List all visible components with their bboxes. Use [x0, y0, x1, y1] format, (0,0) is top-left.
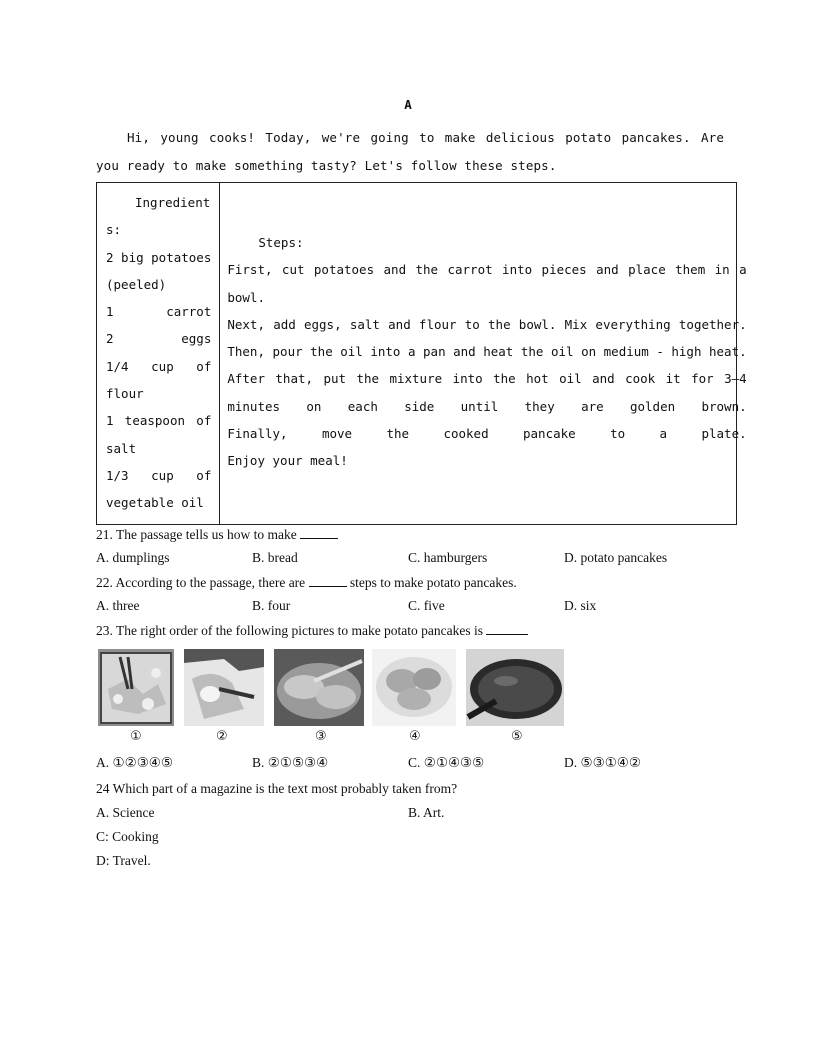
ingredients-line: vegetable oil [106, 495, 204, 511]
step-line: Next, add eggs, salt and flour to the bowl. Mix everything together. [227, 316, 747, 332]
answer-blank [486, 622, 528, 635]
ingredients-cell [97, 183, 220, 524]
question-23-text: 23. The right order of the following pictures to make potato pancakes is [96, 623, 484, 638]
cooking-photo-5 [466, 649, 564, 726]
ingredients-line: 1 teaspoon of [106, 413, 212, 429]
step-line: Finally, move the cooked pancake to a plate. [227, 426, 747, 442]
step-line: After that, put the mixture into the hot oil and cook it for 3—4 [227, 371, 747, 387]
intro-paragraph: Hi, young cooks! Today, we're going to make delicious potato pancakes. Are you ready to make something tasty? Let's follow these steps. [96, 130, 724, 173]
step-line: minutes on each side until they are golden brown. [227, 398, 747, 414]
section-heading: A [404, 97, 412, 112]
q23-option-a: A. ①②③④⑤ [96, 755, 174, 770]
q22-option-d: D. six [564, 598, 597, 613]
answer-blank [309, 574, 347, 587]
q23-option-d: D. ⑤③①④② [564, 755, 642, 770]
picture-label-1: ① [130, 729, 142, 744]
q21-option-b: B. bread [252, 550, 298, 565]
ingredients-line: salt [106, 440, 137, 456]
ingredients-line: 2 big potatoes [106, 249, 212, 265]
question-21 [96, 526, 338, 543]
ingredients-line: 1 carrot [106, 304, 212, 320]
q21-option-a: A. dumplings [96, 550, 170, 565]
q21-option-d: D. potato pancakes [564, 550, 668, 565]
picture-label-2: ② [216, 729, 228, 744]
q22-option-c: C. five [408, 598, 445, 613]
cooking-photo-4 [372, 649, 456, 726]
q21-option-c: C. hamburgers [408, 550, 488, 565]
question-22 [96, 574, 517, 591]
ingredients-line: s: [106, 222, 122, 238]
ingredients-line: 2 eggs [106, 331, 212, 347]
step-line: Enjoy your meal! [227, 453, 348, 469]
q24-option-c: C: Cooking [96, 829, 159, 844]
cooking-photo-2 [184, 649, 264, 726]
q23-option-b: B. ②①⑤③④ [252, 755, 329, 770]
recipe-table [96, 182, 747, 525]
q24-option-b: B. Art. [408, 805, 445, 820]
step-line: Then, pour the oil into a pan and heat the oil on medium - high heat. [227, 344, 747, 360]
question-23 [96, 622, 528, 639]
question-24: 24 Which part of a magazine is the text most probably taken from? [96, 781, 458, 796]
step-line: First, cut potatoes and the carrot into pieces and place them in a [227, 262, 747, 278]
ingredients-line: (peeled) [106, 276, 167, 292]
question-22-text-after: steps to make potato pancakes. [349, 575, 517, 590]
pancake-turning-photo [274, 649, 364, 726]
cooking-photo-3 [274, 649, 364, 726]
q24-option-d: D: Travel. [96, 853, 151, 868]
step-line: bowl. [227, 289, 265, 305]
answer-blank [300, 526, 338, 539]
steps-cell [220, 183, 754, 524]
question-21-text: 21. The passage tells us how to make [96, 527, 297, 542]
peeling-potato-photo [184, 649, 264, 726]
picture-label-4: ④ [409, 729, 421, 744]
picture-label-5: ⑤ [511, 729, 523, 744]
picture-label-3: ③ [315, 729, 327, 744]
q22-option-b: B. four [252, 598, 291, 613]
cooked-pancakes-photo [372, 649, 456, 726]
pan-with-oil-photo [466, 649, 564, 726]
steps-heading: Steps: [258, 235, 304, 250]
cooking-photo-1 [98, 649, 174, 726]
question-22-text-before: 22. According to the passage, there are [96, 575, 306, 590]
ingredients-line: Ingredient [135, 195, 211, 210]
q22-option-a: A. three [96, 598, 140, 613]
ingredients-line: 1/4 cup of [106, 358, 212, 374]
q23-option-c: C. ②①④③⑤ [408, 755, 485, 770]
ingredients-line: flour [106, 386, 144, 402]
potato-pieces-photo [98, 649, 174, 726]
q24-option-a: A. Science [96, 805, 155, 820]
ingredients-line: 1/3 cup of [106, 467, 212, 483]
